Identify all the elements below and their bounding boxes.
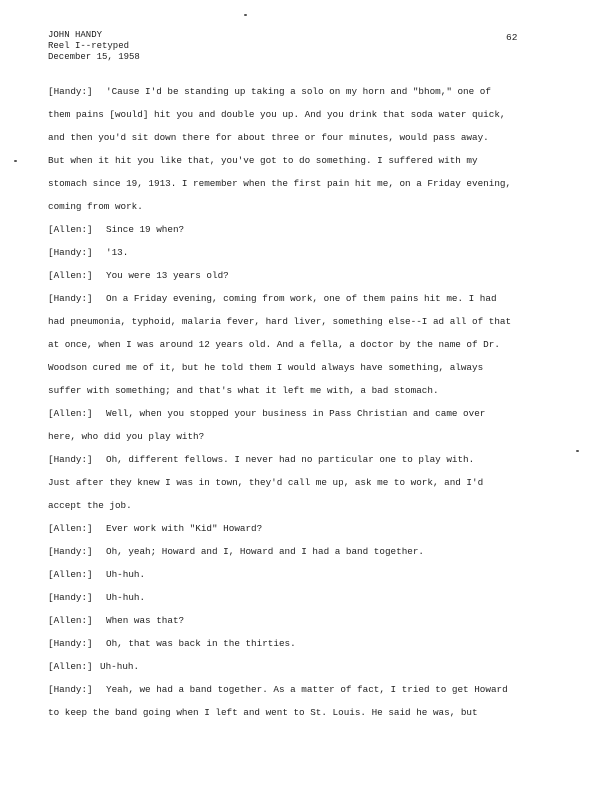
speaker-label: [Allen:]	[48, 615, 93, 626]
transcript-line	[48, 454, 568, 466]
line-text: When was that?	[106, 615, 185, 626]
line-text: Woodson cured me of it, but he told them I would always have something, always	[48, 362, 484, 373]
line-text: Uh-huh.	[100, 661, 140, 672]
line-text: Well, when you stopped your business in Pass Christian and came over	[106, 408, 486, 419]
line-text: On a Friday evening, coming from work, one of them pains hit me. I had	[106, 293, 497, 304]
line-text: stomach since 19, 1913. I remember when the first pain hit me, on a Friday evening,	[48, 178, 512, 189]
transcript-line	[48, 132, 568, 144]
transcript-line	[48, 362, 568, 374]
line-text: had pneumonia, typhoid, malaria fever, hard liver, something else--I ad all of that	[48, 316, 512, 327]
line-text: Just after they knew I was in town, they'd call me up, ask me to work, and I'd	[48, 477, 484, 488]
line-text: Yeah, we had a band together. As a matter of fact, I tried to get Howard	[106, 684, 508, 695]
transcript-line	[48, 431, 568, 443]
transcript-line	[48, 224, 568, 236]
transcript-line	[48, 201, 568, 213]
scan-speck	[576, 450, 579, 452]
transcript-line	[48, 339, 568, 351]
speaker-label: [Handy:]	[48, 638, 93, 649]
transcript-line	[48, 316, 568, 328]
line-text: '13.	[106, 247, 129, 258]
transcript-line	[48, 178, 568, 190]
interview-date: December 15, 1958	[48, 52, 140, 62]
line-text: and then you'd sit down there for about three or four minutes, would pass away.	[48, 132, 489, 143]
speaker-label: [Allen:]	[48, 569, 93, 580]
line-text: 'Cause I'd be standing up taking a solo on my horn and "bhom," one of	[106, 86, 491, 97]
page-number: 62	[506, 32, 518, 43]
transcript-line	[48, 661, 568, 673]
line-text: Uh-huh.	[106, 592, 146, 603]
transcript-line	[48, 638, 568, 650]
speaker-label: [Handy:]	[48, 247, 93, 258]
line-text: here, who did you play with?	[48, 431, 205, 442]
line-text: You were 13 years old?	[106, 270, 229, 281]
transcript-line	[48, 500, 568, 512]
transcript-line	[48, 270, 568, 282]
transcript-line	[48, 684, 568, 696]
transcript-line	[48, 247, 568, 259]
line-text: Ever work with "Kid" Howard?	[106, 523, 263, 534]
line-text: But when it hit you like that, you've got to do something. I suffered with my	[48, 155, 478, 166]
transcript-line	[48, 707, 568, 719]
speaker-label: [Allen:]	[48, 523, 93, 534]
line-text: coming from work.	[48, 201, 143, 212]
scan-speck	[14, 160, 17, 162]
speaker-label: [Allen:]	[48, 661, 93, 672]
line-text: Oh, that was back in the thirties.	[106, 638, 296, 649]
line-text: at once, when I was around 12 years old. And a fella, a doctor by the name of Dr.	[48, 339, 500, 350]
speaker-label: [Handy:]	[48, 684, 93, 695]
transcript-line	[48, 546, 568, 558]
line-text: Since 19 when?	[106, 224, 185, 235]
transcript-line	[48, 109, 568, 121]
transcript-line	[48, 155, 568, 167]
transcript-line	[48, 615, 568, 627]
speaker-label: [Allen:]	[48, 270, 93, 281]
speaker-label: [Handy:]	[48, 454, 93, 465]
speaker-label: [Allen:]	[48, 224, 93, 235]
line-text: to keep the band going when I left and went to St. Louis. He said he was, but	[48, 707, 478, 718]
speaker-label: [Handy:]	[48, 592, 93, 603]
speaker-label: [Handy:]	[48, 546, 93, 557]
line-text: Uh-huh.	[106, 569, 146, 580]
transcript-line	[48, 592, 568, 604]
reel-label: Reel I--retyped	[48, 41, 130, 51]
transcript-line	[48, 86, 568, 98]
transcript-line	[48, 477, 568, 489]
scan-speck	[244, 14, 247, 16]
transcript-line	[48, 408, 568, 420]
speaker-label: [Handy:]	[48, 293, 93, 304]
transcript-line	[48, 385, 568, 397]
interviewee-name: JOHN HANDY	[48, 30, 103, 40]
line-text: Oh, yeah; Howard and I, Howard and I had a band together.	[106, 546, 425, 557]
line-text: suffer with something; and that's what it left me with, a bad stomach.	[48, 385, 439, 396]
speaker-label: [Handy:]	[48, 86, 93, 97]
line-text: them pains [would] hit you and double you up. And you drink that soda water quick,	[48, 109, 506, 120]
transcript-line	[48, 523, 568, 535]
line-text: Oh, different fellows. I never had no particular one to play with.	[106, 454, 475, 465]
speaker-label: [Allen:]	[48, 408, 93, 419]
transcript-line	[48, 569, 568, 581]
line-text: accept the job.	[48, 500, 132, 511]
transcript-line	[48, 293, 568, 305]
